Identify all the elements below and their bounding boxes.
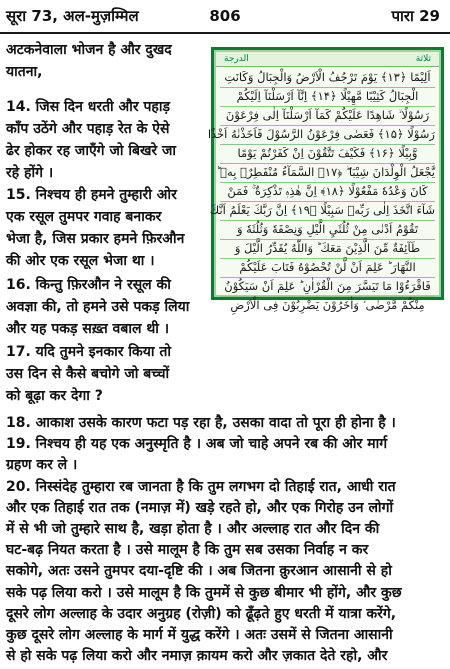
verse-text-line: ढेर होकर रह जाएँगे जो बिखरे जा xyxy=(6,143,177,159)
page-number: 806 xyxy=(209,7,241,25)
verse-text-line: सकोगे, अतः उसने तुमपर दया-दृष्टि की । अब जितना क़ुरआन आसानी से हो xyxy=(6,563,392,580)
arabic-panel-header xyxy=(216,52,439,67)
verse-text-line: यातना, xyxy=(6,64,43,80)
arabic-verse-line: تَقُوْمُ اَدْنٰى مِنْ ثُلُثَيِ الَّيْلِ وَنِصْفَهٗ وَثُلُثَهٗ وَ xyxy=(220,220,435,240)
verse-text-line: 20. निस्संदेह तुम्हारा रब जानता है कि तुम लगभग दो तिहाई रात, आधी रात xyxy=(6,478,396,495)
panel-tag-left: الدرجة xyxy=(224,54,249,64)
verse-text-line: 19. निश्चय ही यह एक अनुस्मृति है । अब जो चाहे अपने रब की ओर मार्ग xyxy=(6,436,388,453)
verse-text-line: 18. आकाश उसके कारण फटा पड़ रहा है, उसका वादा तो पूरा ही होना है । xyxy=(6,415,396,431)
arabic-verse-line: شَآءَ اتَّخَذَ اِلٰى رَبِّهٖ سَبِيْلًا ﴿۱۹﴾ اِنَّ رَبَّكَ يَعْلَمُ اَنَّكَ xyxy=(220,201,435,221)
verse-text-line: 14. जिस दिन धरती और पहाड़ xyxy=(6,99,170,115)
arabic-verse-line: مِنْكُمْ مَّرْضٰى ۙ وَاٰخَرُوْنَ يَضْرِبُوْنَ فِى الْاَرْضِ xyxy=(230,298,425,312)
verse-text-line: अवज्ञा की, तो हमने उसे पकड़ लिया xyxy=(6,299,190,315)
verse-text-line: भेजा है, जिस प्रकार हमने फ़िरऔन xyxy=(6,231,185,247)
surah-title: सूरा 73, अल-मुज़म्मिल xyxy=(6,7,139,25)
verse-text-line: 15. निश्चय ही हमने तुम्हारी ओर xyxy=(6,187,177,203)
arabic-verse-line: وَّبِيْلًا ﴿۱۶﴾ فَكَيْفَ تَتَّقُوْنَ اِنْ كَفَرْتُمْ يَوْمًا xyxy=(220,144,435,164)
verse-text-line: की ओर एक रसूल भेजा था । xyxy=(6,253,155,269)
verse-text-line: रहे होंगे । xyxy=(6,165,54,181)
verse-text-line: 17. यदि तुमने इनकार किया तो xyxy=(6,344,171,360)
arabic-panel-frame xyxy=(207,50,441,312)
arabic-verse-line: الْجِبَالُ كَثِيْبًا مَّهِيْلًا ﴿۱۴﴾ اِنَّآ اَرْسَلْنَآ اِلَيْكُمْ xyxy=(220,87,435,107)
para-label: पारा 29 xyxy=(391,7,440,25)
verse-text-line: घट-बढ़ नियत करता है । उसे मालूम है कि तुम सब उसका निर्वाह न कर xyxy=(6,542,369,559)
verse-text-line: 16. किन्तु फ़िरऔन ने रसूल की xyxy=(6,277,171,293)
verse-text-line: में से भी जो तुम्हारे साथ है, खड़ा होता है । और अल्लाह रात और दिन की xyxy=(6,520,380,537)
verse-text-line: काँप उठेंगे और पहाड़ रेत के ऐसे xyxy=(6,121,170,137)
arabic-verse-line: كَانَ وَعْدُهٗ مَفْعُوْلًا ﴿۱۸﴾ اِنَّ هٰذِهٖ تَذْكِرَةٌ ۚ فَمَنْ xyxy=(220,182,435,202)
arabic-verse-line: يَّجْعَلُ الْوِلْدَانَ شِيْبَا ۖ ﴿۱۷﴾ السَّمَآءُ مُنْفَطِرٌۢ بِهٖ ؕ xyxy=(220,163,435,183)
verse-text-line: एक रसूल तुमपर गवाह बनाकर xyxy=(6,209,162,225)
verse-text-line: अटकनेवाला भोजन है और दुखद xyxy=(6,42,172,58)
verse-text-line: कुछ दूसरे लोग अल्लाह के मार्ग में युद्ध करेंगे । अतः उसमें से जितना आसानी xyxy=(6,626,393,643)
arabic-verse-line: طَآئِفَةٌ مِّنَ الَّذِيْنَ مَعَكَ ؕ وَاللّٰهُ يُقَدِّرُ الَّيْلَ وَ xyxy=(220,239,435,259)
arabic-verse-line: اَلِيْمًا ﴿۱۳﴾ يَوْمَ تَرْجُفُ الْاَرْضُ وَالْجِبَالُ وَكَانَتِ xyxy=(220,68,435,88)
arabic-verse-line: فَاقْرَءُوْا مَا تَيَسَّرَ مِنَ الْقُرْاٰنِ ؕ عَلِمَ اَنْ سَيَكُوْنُ xyxy=(220,277,435,297)
verse-text-line: उस दिन से कैसे बचोगे जो बच्चों xyxy=(6,366,170,382)
verse-text-line: और एक तिहाई रात तक (नमाज़ में) खड़े रहते हो, और एक गिरोह उन लोगों xyxy=(6,499,394,516)
verse-text-line: दूसरे लोग अल्लाह के उदार अनुग्रह (रोज़ी) को ढूँढ़ते हुए धरती में यात्रा करेंगे, xyxy=(6,605,397,622)
verse-text-line: ग्रहण कर ले । xyxy=(6,457,78,474)
arabic-verse-line: النَّهَارَ ؕ عَلِمَ اَنْ لَّنْ تُحْصُوْهُ فَتَابَ عَلَيْكُمْ xyxy=(220,258,435,278)
panel-tag-right: ثلاثة xyxy=(415,54,431,64)
verse-text-line: सके पढ़ लिया करो । उसे मालूम है कि तुममें से कुछ बीमार भी होंगे, और कुछ xyxy=(6,584,402,601)
verse-text-line: से हो सके पढ़ लिया करो और नमाज़ क़ायम करो और ज़कात देते रहो, और xyxy=(6,648,388,664)
verse-text-line: और यह पकड़ सख़्त वबाल थी । xyxy=(6,321,170,337)
verse-text-line: को बूढ़ा कर देगा ? xyxy=(6,388,103,404)
arabic-text-panel xyxy=(207,47,444,312)
arabic-verse-line: رَسُوْلًا ﴿۱۵﴾ فَعَصٰى فِرْعَوْنُ الرَّسُوْلَ فَاَخَذْنٰهُ اَخْذًا xyxy=(220,125,435,145)
arabic-verse-line: رَسُوْلًا ۙ شَاهِدًا عَلَيْكُمْ كَمَآ اَرْسَلْنَآ اِلٰى فِرْعَوْنَ xyxy=(220,106,435,126)
page-header xyxy=(0,0,450,34)
